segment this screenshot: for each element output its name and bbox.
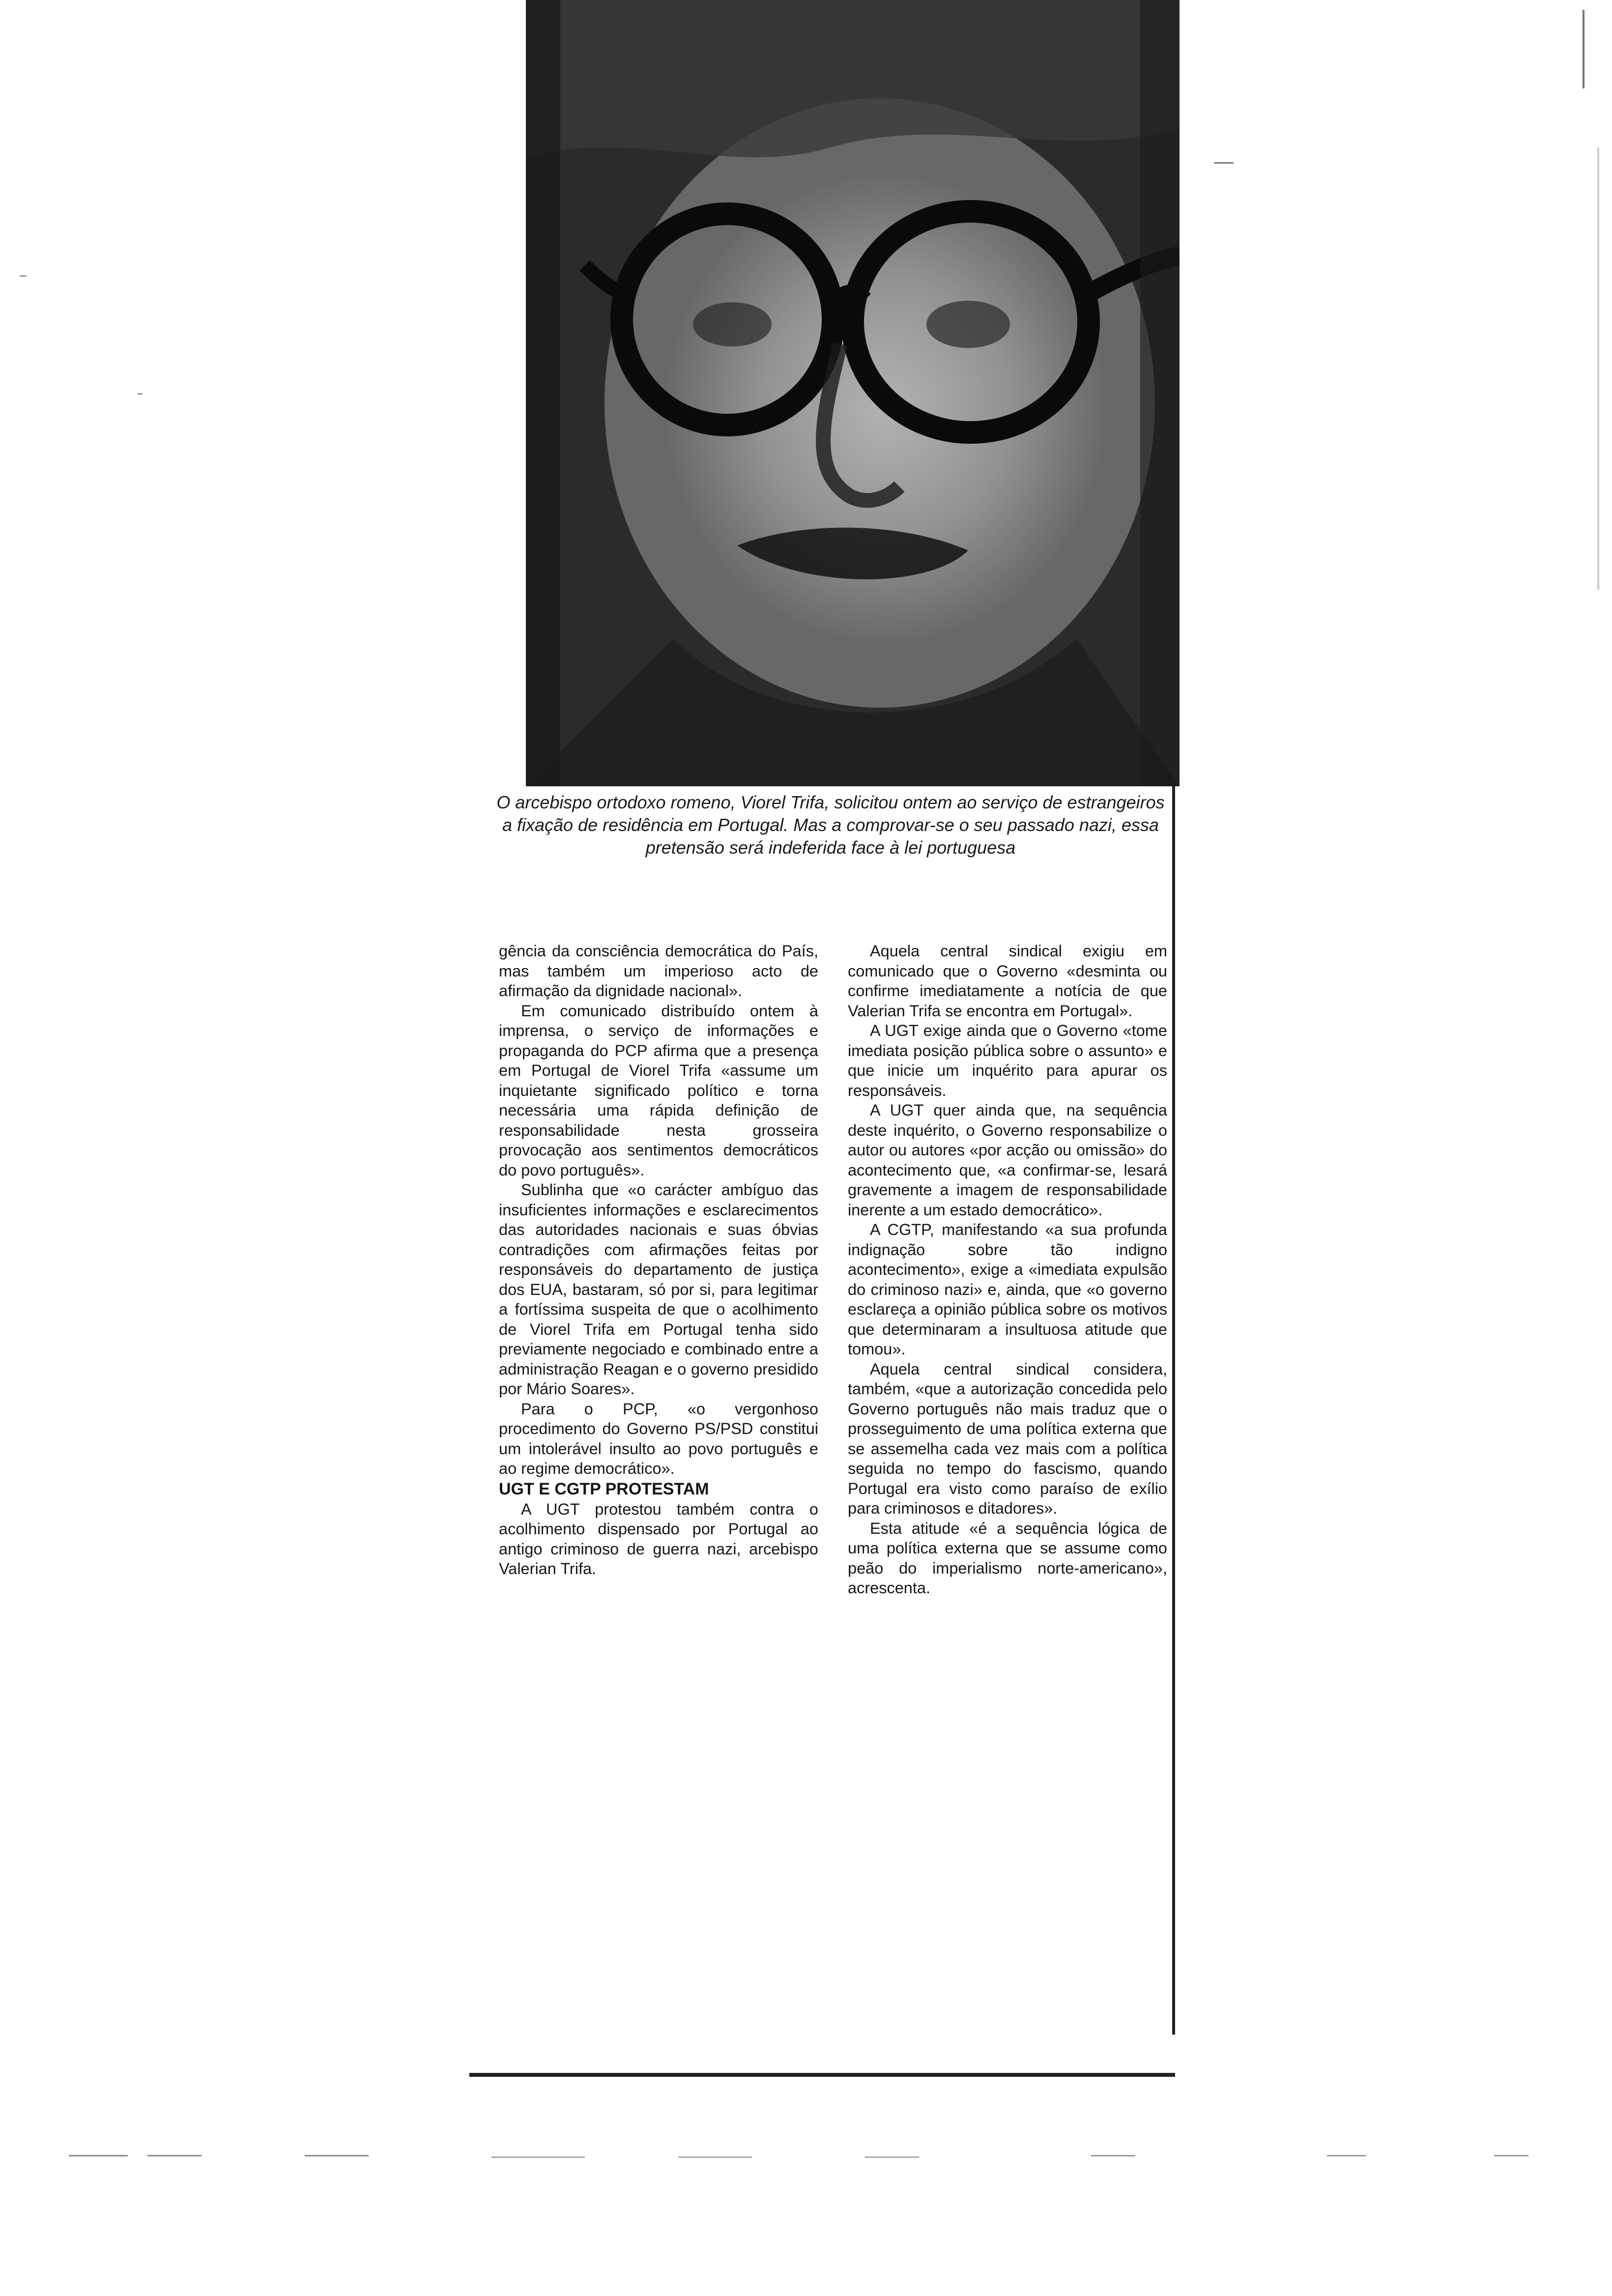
article-column-left bbox=[499, 941, 818, 1579]
subheading: UGT E CGTP PROTESTAM bbox=[499, 1479, 709, 1498]
paragraph: Para o PCP, «o vergonhoso procedimento do Governo PS/PSD constitui um intolerável insulto ao povo português e ao regime democrático». bbox=[499, 1400, 818, 1477]
paragraph: Aquela central sindical exigiu em comunicado que o Governo «desminta ou confirme imediatamente a notícia de que Valerian Trifa se encontra em Portugal». bbox=[848, 942, 1167, 1020]
photo-caption: O arcebispo ortodoxo romeno, Viorel Trifa, solicitou ontem ao serviço de estrangeiros a fixação de residência em Portugal. Mas a comprovar-se o seu passado nazi, essa pretensão será indeferida face à lei portuguesa bbox=[496, 792, 1165, 858]
portrait-photo bbox=[526, 0, 1180, 786]
scan-mark bbox=[865, 2156, 919, 2158]
paragraph: A CGTP, manifestando «a sua profunda indignação sobre tão indigno acontecimento», exige a «imediata expulsão do criminoso nazi» e, ainda, que «o governo esclareça a opinião pública sobre os motivos que determinaram a insultuosa atitude que tomou». bbox=[848, 1221, 1167, 1358]
scan-mark bbox=[491, 2156, 585, 2158]
scan-mark bbox=[305, 2155, 369, 2156]
paragraph: Em comunicado distribuído ontem à imprensa, o serviço de informações e propaganda do PCP afirma que a presença em Portugal de Viorel Trifa «assume um inquietante significado político e torna necessária uma rápida definição de responsabilidade nesta grosseira provocação aos sentimentos democráticos do povo português». bbox=[499, 1002, 818, 1179]
scan-mark bbox=[1494, 2155, 1528, 2156]
eye-left bbox=[693, 302, 772, 346]
newspaper-clipping bbox=[469, 0, 1180, 2079]
scan-mark bbox=[20, 275, 27, 277]
paragraph: Aquela central sindical considera, também, «que a autorização concedida pelo Governo português não mais traduz que o prosseguimento de uma política externa que se assemelha cada vez mais com a política seguida no tempo do fascismo, quando Portugal era visto como paraíso de exílio para criminosos e ditadores». bbox=[848, 1360, 1167, 1517]
scan-mark bbox=[147, 2155, 202, 2156]
portrait-drawing bbox=[526, 0, 1180, 786]
article-column-right bbox=[848, 941, 1167, 1598]
scan-mark bbox=[678, 2156, 752, 2158]
scan-mark bbox=[69, 2155, 128, 2156]
scan-mark bbox=[1214, 162, 1234, 164]
scan-mark bbox=[1583, 10, 1584, 88]
eye-right bbox=[926, 301, 1010, 348]
scan-mark bbox=[1091, 2155, 1135, 2156]
scan-mark bbox=[138, 393, 143, 395]
column-rule-right bbox=[1172, 786, 1175, 2035]
paragraph: A UGT exige ainda que o Governo «tome imediata posição pública sobre o assunto» e que inicie um inquérito para apurar os responsáveis. bbox=[848, 1022, 1167, 1099]
photo-edge bbox=[1140, 0, 1180, 786]
paragraph: Esta atitude «é a sequência lógica de uma política externa que se assume como peão do imperialismo norte-americano», acrescenta. bbox=[848, 1519, 1167, 1597]
bottom-rule bbox=[469, 2073, 1175, 2077]
paragraph: gência da consciência democrática do País, mas também um imperioso acto de afirmação da dignidade nacional». bbox=[499, 942, 818, 1000]
paragraph: A UGT protestou também contra o acolhimento dispensado por Portugal ao antigo criminoso de guerra nazi, arcebispo Valerian Trifa. bbox=[499, 1500, 818, 1578]
photo-edge bbox=[526, 0, 560, 786]
hair-shape bbox=[526, 0, 1180, 157]
scan-mark bbox=[1597, 147, 1599, 590]
paragraph: Sublinha que «o carácter ambíguo das insuficientes informações e esclarecimentos das autoridades nacionais e suas óbvias contradições com afirmações feitas por responsáveis do departamento de justiça dos EUA, bastaram, só por si, para legitimar a fortíssima suspeita de que o acolhimento de Viorel Trifa em Portugal tenha sido previamente negociado e combinado entre a administração Reagan e o governo presidido por Mário Soares». bbox=[499, 1181, 818, 1398]
paragraph: A UGT quer ainda que, na sequência deste inquérito, o Governo responsabilize o autor ou autores «por acção ou omissão» do acontecimento que, «a confirmar-se, lesará gravemente a imagem de responsabilidade inerente a um estado democrático». bbox=[848, 1101, 1167, 1219]
scan-mark bbox=[1327, 2155, 1366, 2156]
